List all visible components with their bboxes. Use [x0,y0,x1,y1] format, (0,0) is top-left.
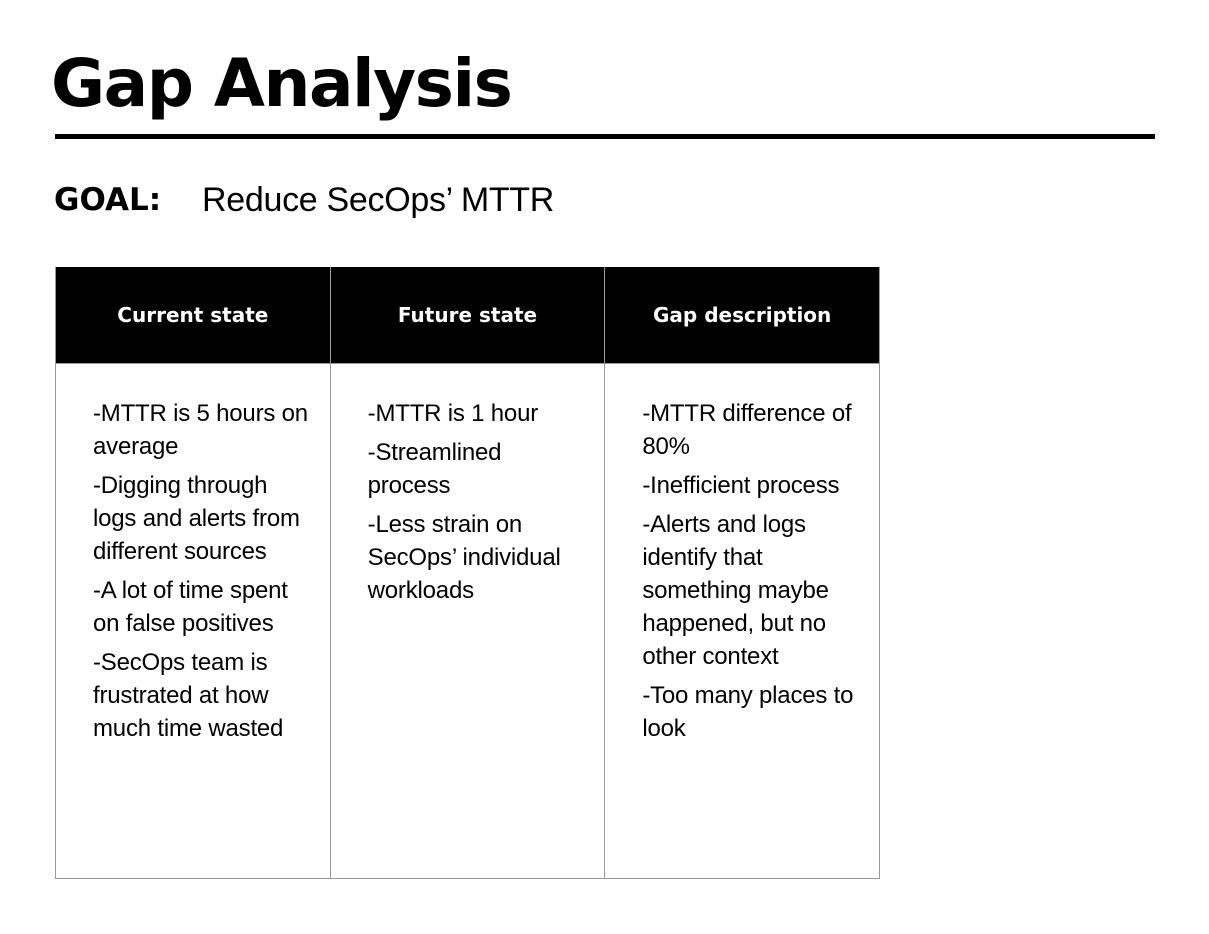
list-item: -Digging through logs and alerts from different sources [93,472,300,565]
goal-label: GOAL: [54,182,162,218]
list-item: -Too many places to look [642,682,854,742]
gap-analysis-table [55,267,880,879]
list-item: -Less strain on SecOps’ individual workloads [367,511,561,604]
title-divider [55,134,1155,139]
cell-gap-description [605,364,880,879]
goal-text: Reduce SecOps’ MTTR [202,180,555,219]
list-item: -Streamlined process [367,439,502,499]
list-item: -Alerts and logs identify that something maybe happened, but no other context [642,511,829,670]
future-state-list [368,397,585,607]
cell-current-state [56,364,331,879]
list-item: -SecOps team is frustrated at how much time wasted [93,649,284,742]
table-body-row [56,364,880,879]
list-item: -Inefficient process [642,472,840,499]
gap-description-list [642,397,859,745]
header-gap-description: Gap description [605,267,880,364]
list-item: -MTTR is 1 hour [367,400,539,427]
table-header-row [56,267,880,364]
list-item: -MTTR difference of 80% [642,400,852,460]
list-item: -MTTR is 5 hours on average [93,400,308,460]
header-future-state: Future state [330,267,605,364]
header-current-state: Current state [56,267,331,364]
page-title: Gap Analysis [51,45,512,122]
list-item: -A lot of time spent on false positives [93,577,288,637]
current-state-list [93,397,310,745]
cell-future-state [330,364,605,879]
goal-row [54,178,554,222]
